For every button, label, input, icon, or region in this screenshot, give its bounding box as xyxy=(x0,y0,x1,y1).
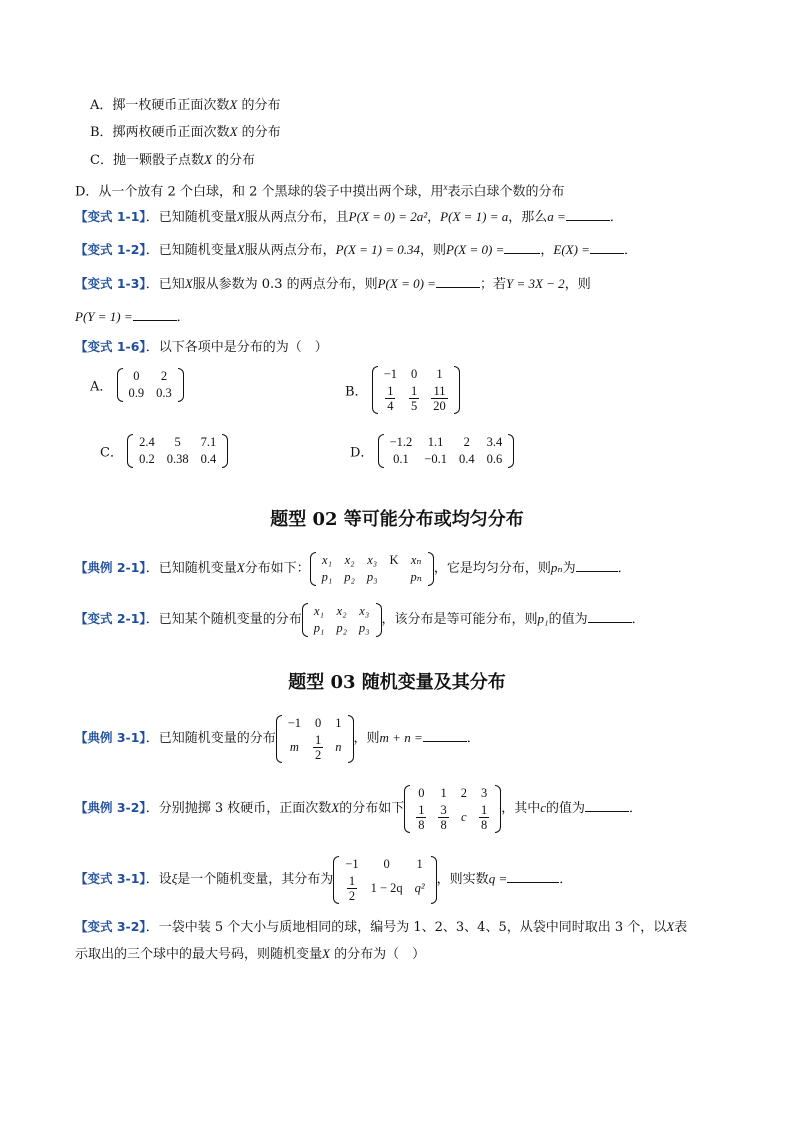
option-b: B．掷两枚硬币正面次数X 的分布 xyxy=(90,124,281,140)
variant-1-2: 【变式 1-2】．已知随机变量X服从两点分布，P(X = 1) = 0.34，则P(X = 0) = ，E(X) = ． xyxy=(75,242,637,258)
example-tag: 【典例 2-1】 xyxy=(75,560,146,575)
answer-blank xyxy=(423,729,467,742)
variant-1-3-cont: P(Y = 1) = ． xyxy=(75,309,190,325)
example-3-2: 【典例 3-2】．分别抛掷 3 枚硬币，正面次数X的分布如下 0 1 2 3 $\frac{1}{8}$ $\frac{3}{8}$ c $\frac{1}{8}$ ，其中c的值为 ． xyxy=(75,785,643,832)
answer-blank xyxy=(507,870,559,883)
choice-d: D． −1.2 1.1 2 3.4 0.1 −0.1 0.4 0.6 xyxy=(350,434,514,468)
variant-tag: 【变式 3-2】 xyxy=(75,919,146,934)
variant-tag: 【变式 2-1】 xyxy=(75,611,146,626)
answer-blank xyxy=(585,799,629,812)
example-2-1: 【典例 2-1】．已知随机变量X分布如下： x₁ x₂ x₃ K xₙ p₁ p₂ p₃ pₙ ，它是均匀分布，则pₙ为 ． xyxy=(75,552,631,584)
example-tag: 【典例 3-2】 xyxy=(75,800,146,815)
choice-b: B． −1 0 1 $\frac{1}{4}$ $\frac{1}{5}$ $\frac{11}{20}$ xyxy=(345,366,460,414)
variant-1-1: 【变式 1-1】．已知随机变量X服从两点分布，且P(X = 0) = 2a²，P(X = 1) = a，那么a = ． xyxy=(75,209,623,225)
option-a: A．掷一枚硬币正面次数X 的分布 xyxy=(90,97,281,113)
variant-tag: 【变式 1-2】 xyxy=(75,242,146,257)
variant-3-2-cont: 示取出的三个球中的最大号码，则随机变量X 的分布为（ ） xyxy=(75,946,426,962)
matrix-b: −1 0 1 $\frac{1}{4}$ $\frac{1}{5}$ $\frac{11}{20}$ xyxy=(372,366,460,414)
variant-3-1: 【变式 3-1】．设ξ是一个随机变量，其分布为 −1 0 1 $\frac{1}{2}$ 1 − 2q q² ，则实数q = ． xyxy=(75,856,573,903)
matrix-v2-1: x₁ x₂ x₃ p₁ p₂ p₃ xyxy=(302,603,382,637)
matrix-d: −1.2 1.1 2 3.4 0.1 −0.1 0.4 0.6 xyxy=(378,434,515,468)
option-c: C．抛一颗骰子点数X 的分布 xyxy=(90,152,256,168)
variant-1-3: 【变式 1-3】．已知X服从参数为 0.3 的两点分布，则P(X = 0) = ；若Y = 3X − 2，则 xyxy=(75,276,591,292)
choice-c: C． 2.4 5 7.1 0.2 0.38 0.4 xyxy=(100,434,228,468)
matrix-3-1: −1 0 1 m $\frac{1}{2}$ n xyxy=(276,715,354,763)
example-3-1: 【典例 3-1】．已知随机变量的分布 −1 0 1 m $\frac{1}{2}$ n ，则m + n = ． xyxy=(75,715,480,762)
matrix-2-1: x₁ x₂ x₃ K xₙ p₁ p₂ p₃ pₙ xyxy=(310,552,434,586)
answer-blank xyxy=(436,275,480,288)
choice-a: A． 0 2 0.9 0.3 xyxy=(90,368,184,402)
section-heading-03: 题型 03 随机变量及其分布 xyxy=(288,672,506,693)
answer-blank xyxy=(504,241,540,254)
answer-blank xyxy=(590,241,624,254)
answer-blank xyxy=(133,308,177,321)
example-tag: 【典例 3-1】 xyxy=(75,730,146,745)
section-heading-02: 题型 02 等可能分布或均匀分布 xyxy=(270,509,524,530)
answer-blank xyxy=(576,559,618,572)
matrix-a: 0 2 0.9 0.3 xyxy=(117,368,184,402)
variant-tag: 【变式 1-3】 xyxy=(75,276,146,291)
variant-tag: 【变式 1-6】 xyxy=(75,339,146,354)
matrix-c: 2.4 5 7.1 0.2 0.38 0.4 xyxy=(127,434,228,468)
matrix-3-2: 0 1 2 3 $\frac{1}{8}$ $\frac{3}{8}$ c $\frac{1}{8}$ xyxy=(404,785,501,833)
variant-tag: 【变式 1-1】 xyxy=(75,209,146,224)
variant-1-6: 【变式 1-6】．以下各项中是分布的为（ ） xyxy=(75,339,328,355)
option-d: D．从一个放有 2 个白球，和 2 个黑球的袋子中摸出两个球，用$^x$表示白球个数的分布 xyxy=(75,182,565,200)
matrix-v3-1: −1 0 1 $\frac{1}{2}$ 1 − 2q q² xyxy=(333,856,436,904)
variant-3-2: 【变式 3-2】．一袋中装 5 个大小与质地相同的球，编号为 1、2、3、4、5，从袋中同时取出 3 个，以X表 xyxy=(75,919,688,935)
answer-blank xyxy=(566,208,610,221)
variant-tag: 【变式 3-1】 xyxy=(75,871,146,886)
variant-2-1: 【变式 2-1】．已知某个随机变量的分布 x₁ x₂ x₃ p₁ p₂ p₃ ，该分布是等可能分布，则p₁的值为 ． xyxy=(75,603,645,635)
answer-blank xyxy=(588,610,632,623)
